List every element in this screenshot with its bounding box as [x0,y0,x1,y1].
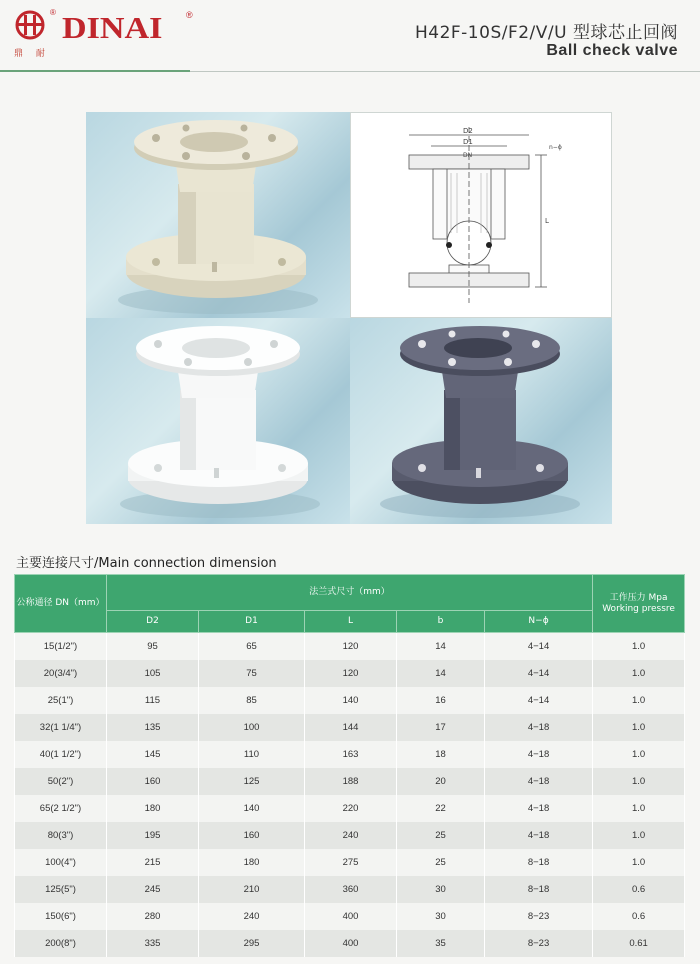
dimension-table [14,574,684,957]
header-l: L [305,611,397,633]
cell-d2: 335 [107,930,199,957]
section-title: 主要连接尺寸/Main connection dimension [16,556,277,571]
cell-dn: 25(1") [15,687,107,714]
label-d2: D2 [463,127,473,135]
cell-b: 20 [397,768,485,795]
header-divider-accent [0,70,190,72]
table-row [15,930,685,957]
cell-l: 360 [305,876,397,903]
label-length: L [545,217,549,225]
cell-n-phi: 8−18 [485,849,593,876]
dinai-logo-icon [10,10,50,40]
cell-b: 14 [397,633,485,661]
cell-l: 400 [305,903,397,930]
cell-d2: 215 [107,849,199,876]
cell-l: 240 [305,822,397,849]
page-header [0,0,700,72]
cell-b: 25 [397,849,485,876]
cell-dn: 50(2") [15,768,107,795]
cell-d1: 180 [199,849,305,876]
grey-valve-photo [350,318,612,524]
cell-dn: 150(6") [15,903,107,930]
cell-n-phi: 4−18 [485,822,593,849]
brand-registered-mark: ® [186,10,193,20]
cell-pressure: 0.6 [593,876,685,903]
product-title-en: Ball check valve [546,42,678,59]
cell-l: 400 [305,930,397,957]
header-d2: D2 [107,611,199,633]
cell-n-phi: 8−23 [485,903,593,930]
cell-d2: 135 [107,714,199,741]
cell-pressure: 0.6 [593,903,685,930]
cell-n-phi: 4−14 [485,660,593,687]
cell-d1: 240 [199,903,305,930]
cell-l: 144 [305,714,397,741]
cell-pressure: 1.0 [593,660,685,687]
cell-l: 163 [305,741,397,768]
cell-dn: 200(8") [15,930,107,957]
cell-b: 17 [397,714,485,741]
cell-n-phi: 4−18 [485,768,593,795]
cell-pressure: 1.0 [593,768,685,795]
cell-pressure: 1.0 [593,849,685,876]
cell-n-phi: 8−23 [485,930,593,957]
cell-n-phi: 4−18 [485,795,593,822]
cell-n-phi: 4−18 [485,741,593,768]
white-valve-icon [86,318,350,524]
cell-n-phi: 4−14 [485,687,593,714]
cell-b: 30 [397,876,485,903]
table-row [15,687,685,714]
cell-d2: 115 [107,687,199,714]
cell-pressure: 1.0 [593,741,685,768]
beige-valve-photo [86,112,350,318]
beige-valve-icon [86,112,350,318]
cell-l: 188 [305,768,397,795]
table-row [15,903,685,930]
cell-n-phi: 4−18 [485,714,593,741]
cell-dn: 15(1/2") [15,633,107,661]
cell-pressure: 1.0 [593,633,685,661]
cell-d2: 245 [107,876,199,903]
cell-dn: 40(1 1/2") [15,741,107,768]
cell-b: 35 [397,930,485,957]
brand-name: DINAI [62,10,163,45]
table-row [15,822,685,849]
cell-pressure: 1.0 [593,687,685,714]
cell-dn: 80(3") [15,822,107,849]
logo-subtitle: 鼎 耐 [14,49,50,59]
product-title-cn: H42F-10S/F2/V/U 型球芯止回阀 [414,23,678,43]
header-b: b [397,611,485,633]
cell-d1: 160 [199,822,305,849]
cell-n-phi: 8−18 [485,876,593,903]
cell-d2: 180 [107,795,199,822]
white-valve-photo [86,318,350,524]
cell-dn: 65(2 1/2") [15,795,107,822]
cell-l: 120 [305,633,397,661]
table-row [15,633,685,661]
table-row [15,849,685,876]
header-divider [190,71,700,72]
cell-d1: 65 [199,633,305,661]
cell-d2: 105 [107,660,199,687]
header-dn: 公称通径 DN（mm） [15,575,107,633]
cell-b: 22 [397,795,485,822]
cell-d2: 280 [107,903,199,930]
cell-b: 16 [397,687,485,714]
label-n-phi: n−ϕ [549,144,562,151]
cell-d2: 195 [107,822,199,849]
table-row [15,795,685,822]
cell-d1: 125 [199,768,305,795]
table-row [15,714,685,741]
cell-l: 275 [305,849,397,876]
cell-b: 25 [397,822,485,849]
cell-l: 220 [305,795,397,822]
cell-dn: 20(3/4") [15,660,107,687]
label-dn: DN [463,152,473,159]
cell-n-phi: 4−14 [485,633,593,661]
logo-registered-mark: ® [50,8,56,17]
cell-d1: 210 [199,876,305,903]
cell-d1: 75 [199,660,305,687]
header-working-pressure: 工作压力 Mpa Working pressre [593,575,685,633]
cell-b: 14 [397,660,485,687]
cell-b: 18 [397,741,485,768]
cell-pressure: 0.61 [593,930,685,957]
cell-d1: 100 [199,714,305,741]
cell-l: 140 [305,687,397,714]
cell-b: 30 [397,903,485,930]
cell-l: 120 [305,660,397,687]
cell-d2: 160 [107,768,199,795]
valve-technical-drawing [350,112,612,318]
header-d1: D1 [199,611,305,633]
cell-dn: 100(4") [15,849,107,876]
cell-d1: 85 [199,687,305,714]
cell-d1: 295 [199,930,305,957]
cell-pressure: 1.0 [593,795,685,822]
header-n-phi: N−ϕ [485,611,593,633]
valve-section-diagram [351,113,612,318]
grey-valve-icon [350,318,612,524]
cell-d1: 110 [199,741,305,768]
cell-pressure: 1.0 [593,714,685,741]
cell-d1: 140 [199,795,305,822]
table-row [15,876,685,903]
header-flange-dimensions: 法兰式尺寸（mm） [107,575,593,611]
product-images [86,112,612,524]
table-row [15,660,685,687]
label-d1: D1 [463,138,473,146]
cell-d2: 95 [107,633,199,661]
table-row [15,768,685,795]
cell-dn: 125(5") [15,876,107,903]
cell-pressure: 1.0 [593,822,685,849]
cell-d2: 145 [107,741,199,768]
table-row [15,741,685,768]
cell-dn: 32(1 1/4") [15,714,107,741]
